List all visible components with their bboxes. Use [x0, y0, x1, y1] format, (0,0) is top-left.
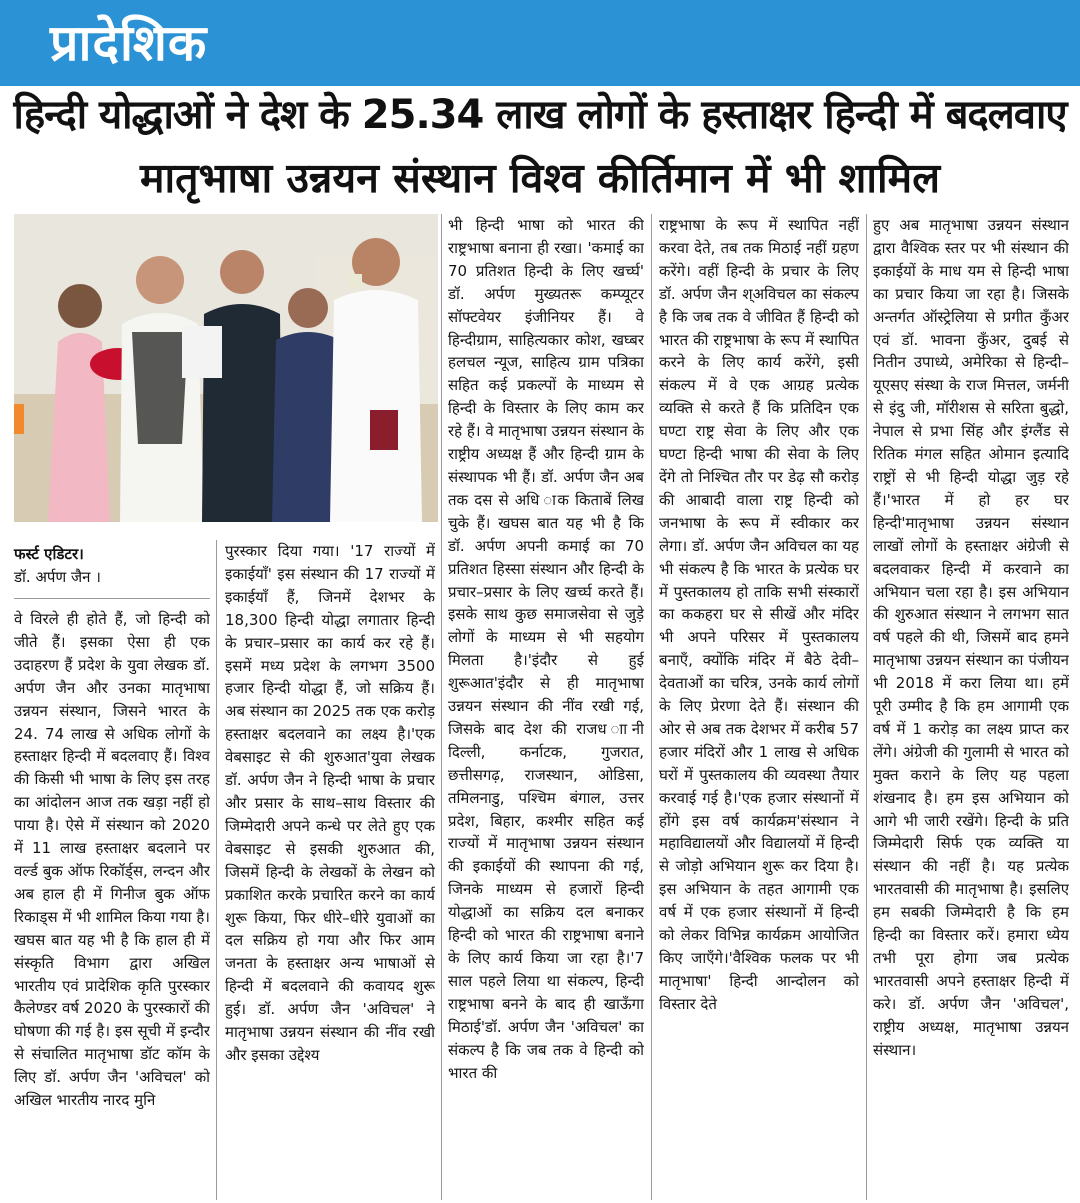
article-column-3 [448, 214, 644, 1200]
column-rule-2 [441, 214, 442, 1200]
section-band [0, 0, 1080, 86]
column-4-text: राष्ट्रभाषा के रूप में स्थापित नहीं करवा देते, तब तक मिठाई नहीं ग्रहण करेंगे। वहीं हिन्दी के प्रचार के लिए डॉ. अर्पण जैन श्अविचल का संकल्प है कि जब तक वे जीवित हैं हिन्दी को भारत की राष्ट्रभाषा के रूप में स्थापित करने के लिए कार्य करेंगे, इसी संकल्प में वे एक आग्रह प्रत्येक व्यक्ति से करते हैं कि प्रतिदिन एक घण्टा राष्ट्र सेवा के लिए और एक घण्टा हिन्दी भाषा की सेवा के लिए देंगे तो निश्चित तौर पर डेढ़ सौ करोड़ की आबादी वाला राष्ट्र हिन्दी को जनभाषा के रूप में स्वीकार कर लेगा। डॉ. अर्पण जैन अविचल का यह भी संकल्प है कि भारत के प्रत्येक घर में पुस्तकालय हो ताकि सभी संस्कारों का ककहरा घर से सीखें और मंदिर भी अपने परिसर में पुस्तकालय बनाएँ, क्योंकि मंदिर में बैठे देवी–देवताओं का चरित्र, उनके कार्य लोगों के लिए प्रेरणा देते हैं। संस्थान की ओर से अब तक देशभर में करीब 57 हजार मंदिरों और 1 लाख से अधिक घरों में पुस्तकालय की व्यवस्था तैयार करवाई गई है।'एक हजार संस्थानों में होंगे इस वर्ष कार्यक्रम'संस्थान ने महाविद्यालयों और विद्यालयों में हिन्दी से जोड़ो अभियान शुरू कर दिया है। इस अभियान के तहत आगामी एक वर्ष में एक हजार संस्थानों में हिन्दी को लेकर विभिन्न कार्यक्रम आयोजित किए जाएँगे।'वैश्विक फलक पर भी मातृभाषा' हिन्दी आन्दोलन को विस्तार देते [659, 216, 859, 1013]
column-rule-4 [866, 214, 867, 1200]
article-column-5 [873, 214, 1069, 1200]
column-5-text: हुए अब मातृभाषा उन्नयन संस्थान द्वारा वैश्विक स्तर पर भी संस्थान की इकाईयों के माध यम से हिन्दी भाषा का प्रचार किया जा रहा है। जिसके अन्तर्गत ऑस्ट्रेलिया से प्रगीत कुँअर एवं डॉ. भावना कुँअर, दुबई से नितीन उपाध्ये, अमेरिका से हिन्दी–यूएसए संस्था के राज मित्तल, जर्मनी से इंदु जी, मॉरीशस से सरिता बुद्धो, नेपाल से प्रभा सिंह और इंग्लैंड से रितिक मंगल सहित ओमान इत्यादि राष्ट्रों से भी हिन्दी योद्धा जुड़ रहे हैं।'भारत में हो हर घर हिन्दी'मातृभाषा उन्नयन संस्थान लाखों लोगों के हस्ताक्षर अंग्रेजी से बदलवाकर हिन्दी में करवाने का अभियान चला रहा है। इस अभियान की शुरुआत संस्थान ने लगभग सात वर्ष पहले की थी, जिसमें बाद हमने मातृभाषा उन्नयन संस्थान का पंजीयन भी 2018 में करा लिया था। हमें पूरी उम्मीद है कि हम आगामी एक वर्ष में 1 करोड़ का लक्ष्य प्राप्त कर लेंगे। अंग्रेजी की गुलामी से भारत को मुक्त कराने के लिए यह पहला शंखनाद है। हम इस अभियान को आगे भी जारी रखेंगे। हिन्दी के प्रति जिम्मेदारी सिर्फ एक व्यक्ति या संस्थान की नहीं है। यह प्रत्येक भारतवासी की मातृभाषा है। इसलिए हम सबकी जिम्मेदारी है कि हम हिन्दी का विस्तार करें। हमारा ध्येय तभी पूरा होगा जब प्रत्येक भारतवासी अपने हस्ताक्षर हिन्दी में करे। डॉ. अर्पण जैन 'अविचल', राष्ट्रीय अध्यक्ष, मातृभाषा उन्नयन संस्थान। [873, 216, 1069, 1059]
column-2-text: पुरस्कार दिया गया। '17 राज्यों में इकाईयाँ' इस संस्थान की 17 राज्यों में इकाईयाँ हैं, जिनमें देशभर के 18,300 हिन्दी योद्धा लगातार हिन्दी के प्रचार–प्रसार का कार्य कर रहे हैं। इसमें मध्य प्रदेश के लगभग 3500 हजार हिन्दी योद्धा हैं, जो सक्रिय हैं। अब संस्थान का 2025 तक एक करोड़ हस्ताक्षर बदलवाने का लक्ष्य है।'एक वेबसाइट से की शुरुआत'युवा लेखक डॉ. अर्पण जैन ने हिन्दी भाषा के प्रचार और प्रसार के साथ–साथ विस्तार की जिम्मेदारी अपने कन्धे पर लेते हुए एक वेबसाइट से इसकी शुरुआत की, जिसमें हिन्दी के लेखकों के लेखन को प्रकाशित करके प्रचारित करने का कार्य शुरू किया, फिर धीरे–धीरे युवाओं का दल सक्रिय हो गया और फिर आम जनता के हस्ताक्षर अन्य भाषाओं से हिन्दी में बदलवाने की कवायद शुरू हुई। डॉ. अर्पण जैन 'अविचल' ने मातृभाषा उन्नयन संस्थान की नींव रखी और इसका उद्देश्य [225, 542, 435, 1064]
column-1-text: वे विरले ही होते हैं, जो हिन्दी को जीते हैं। इसका ऐसा ही एक उदाहरण हैं प्रदेश के युवा लेखक डॉ. अर्पण जैन और उनका मातृभाषा उन्नयन संस्थान, जिसने भारत के 24. 74 लाख से अधिक लोगों के हस्ताक्षर हिन्दी में बदलवाए हैं। विश्व की किसी भी भाषा के लिए इस तरह का आंदोलन आज तक खड़ा नहीं हो पाया है। ऐसे में संस्थान को 2020 में 11 लाख हस्ताक्षर बदलाने पर वर्ल्ड बुक ऑफ रिकॉर्ड्स, लन्दन और अब हाल ही में गिनीज बुक ऑफ रिकाड्स में भी शामिल किया गया है। खघस बात यह भी है कि हाल ही में संस्कृति विभाग द्वारा अखिल भारतीय एवं प्रादेशिक कृति पुरस्कार कैलेण्डर वर्ष 2020 के पुरस्कारों की घोषणा की गई है। इस सूची में इन्दौर से संचालित मातृभाषा डॉट कॉम के लिए डॉ. अर्पण जैन 'अविचल' को अखिल भारतीय नारद मुनि [14, 610, 210, 1110]
group-photo-illustration [14, 214, 438, 522]
byline-rule [14, 598, 210, 599]
column-rule-3 [651, 214, 652, 1200]
article-column-2 [225, 540, 435, 1200]
subheadline: मातृभाषा उन्नयन संस्थान विश्व कीर्तिमान में भी शामिल [140, 154, 940, 202]
news-photo [14, 214, 438, 522]
article-column-4 [659, 214, 859, 1200]
article-column-1 [14, 608, 210, 1200]
byline-author: डॉ. अर्पण जैन । [14, 568, 101, 586]
column-3-text: भी हिन्दी भाषा को भारत की राष्ट्रभाषा बनाना ही रखा। 'कमाई का 70 प्रतिशत हिन्दी के लिए खर्च्घ' डॉ. अर्पण मुख्यतरू कम्प्यूटर सॉफ्टवेयर इंजीनियर हैं। वे हिन्दीग्राम, साहित्यकार कोश, खघ्बर हलचल न्यूज, साहित्य ग्राम पत्रिका सहित कई प्रकल्पों के माध्यम से हिन्दी के विस्तार के लिए काम कर रहे हैं। वे मातृभाषा उन्नयन संस्थान के राष्ट्रीय अध्यक्ष हैं और हिन्दी ग्राम के संस्थापक भी हैं। डॉ. अर्पण जैन अब तक दस से अधि ाक किताबें लिख चुके हैं। खघस बात यह भी है कि डॉ. अर्पण अपनी कमाई का 70 प्रतिशत हिस्सा संस्थान और हिन्दी के प्रचार–प्रसार के लिए खर्च्घ करते हैं। इसके साथ कुछ समाजसेवा से जुड़े लोगों के माध्यम से भी सहयोग मिलता है।'इंदौर से हुई शुरूआत'इंदौर से ही मातृभाषा उन्नयन संस्थान की नींव रखी गई, जिसके बाद देश की राजध ाानी दिल्ली, कर्नाटक, गुजरात, छत्तीसगढ़, राजस्थान, ओडिसा, तमिलनाडु, पश्चिम बंगाल, उत्तर प्रदेश, बिहार, कश्मीर सहित कई राज्यों में मातृभाषा उन्नयन संस्थान की इकाईयों की स्थापना की गई, जिनके माध्यम से हजारों हिन्दी योद्धाओं का सक्रिय दल बनाकर हिन्दी को भारत की राष्ट्रभाषा बनाने के लिए कार्य किया जा रहा है।'7 साल पहले लिया था संकल्प, हिन्दी राष्ट्रभाषा बनने के बाद ही खाऊँगा मिठाई'डॉ. अर्पण जैन 'अविचल' का संकल्प है कि जब तक वे हिन्दी को भारत की [448, 216, 644, 1082]
column-rule-1 [216, 540, 217, 1200]
byline-source: फर्स्ट एडिटर। [14, 545, 84, 563]
section-label: प्रादेशिक [50, 14, 208, 72]
headline: हिन्दी योद्धाओं ने देश के 25.34 लाख लोगों के हस्ताक्षर हिन्दी में बदलवाए [13, 92, 1067, 138]
